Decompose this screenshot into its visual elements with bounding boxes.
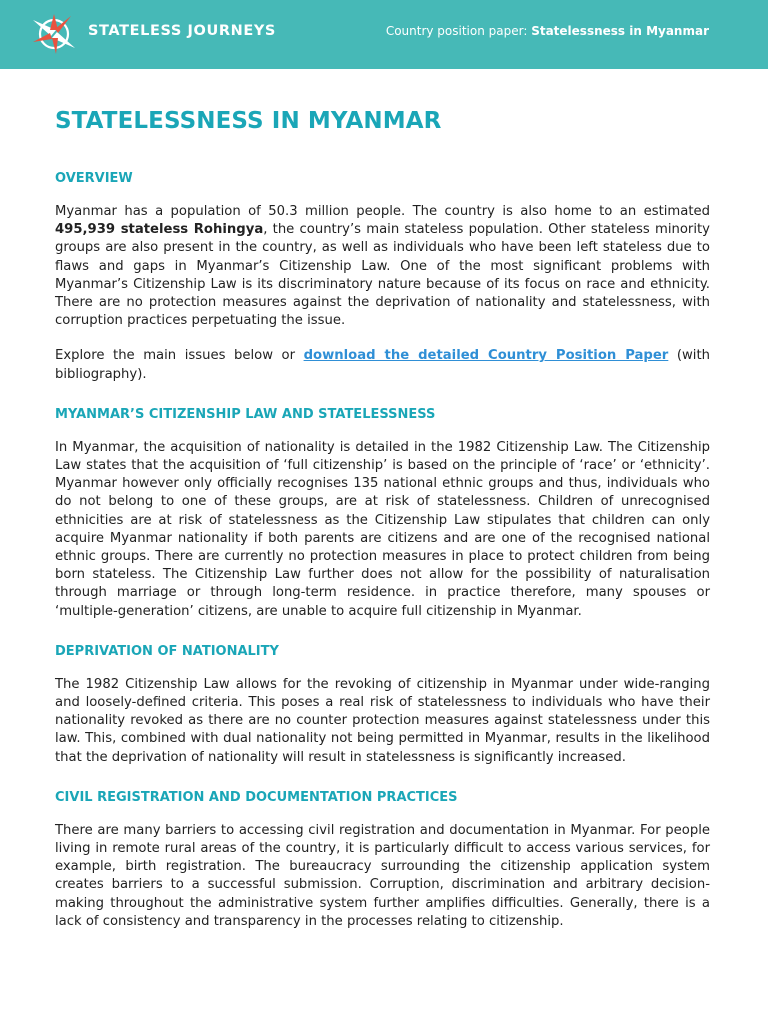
brand-name[interactable]: STATELESS JOURNEYS — [88, 23, 276, 39]
citizenship-law-heading: MYANMAR’S CITIZENSHIP LAW AND STATELESSNESS — [55, 406, 436, 422]
citizenship-law-paragraph: In Myanmar, the acquisition of nationality is detailed in the 1982 Citizenship Law. The Citizenship Law states that the acquisition of ‘full citizenship’ is based on the principle of ‘race’ or ‘ethnicity’. Myanmar however only officially recognises 135 national ethnic groups and thus, individuals who do not belong to one of these groups, are at risk of statelessness. Children of unrecognised ethnicities are at risk of statelessness as the Citizenship Law stipulates that children can only acquire Myanmar nationality if both parents are citizens and are one of the recognised national ethnic groups. There are currently no protection measures in place to protect children from being born stateless. The Citizenship Law further does not allow for the possibility of naturalisation through marriage or through long-term residence. in practice therefore, many spouses or ‘multiple-generation’ citizens, are unable to acquire full citizenship in Myanmar. — [55, 439, 710, 619]
compass-star-icon[interactable] — [31, 12, 77, 56]
explore-text-end: (with bibliography). — [55, 348, 710, 382]
rohingya-figure: 495,939 stateless Rohingya — [55, 222, 264, 238]
overview-text-end: , the country’s main stateless population. Other stateless minority groups are also present in the country, as well as individuals who have been left stateless due to flaws and gaps in Myanmar’s Citizenship Law. One of the most significant problems with Myanmar’s Citizenship Law is its discriminatory nature because of its focus on race and ethnicity. There are no protection measures against the deprivation of nationality and statelessness, with corruption practices perpetuating the issue. — [55, 222, 710, 329]
overview-text-start: Myanmar has a population of 50.3 million people. The country is also home to an estimated — [55, 204, 710, 219]
explore-text-start: Explore the main issues below or — [55, 348, 304, 364]
subtitle-prefix: Country position paper: — [385, 24, 532, 38]
overview-heading: OVERVIEW — [55, 171, 133, 186]
paper-subtitle — [386, 24, 709, 38]
civil-registration-paragraph: There are many barriers to accessing civil registration and documentation in Myanmar. For people living in remote rural areas of the country, it is particularly difficult to access various services, for example, birth registration. The bureaucracy surrounding the citizenship application system creates barriers to a successful submission. Corruption, discrimination and arbitrary decision-making throughout the administrative system further amplifies difficulties. Generally, there is a lack of consistency and transparency in the processes relating to citizenship. — [55, 822, 710, 929]
overview-paragraph — [55, 203, 710, 330]
deprivation-heading: DEPRIVATION OF NATIONALITY — [55, 643, 279, 659]
page-title: STATELESSNESS IN MYANMAR — [55, 108, 442, 134]
explore-paragraph — [55, 347, 710, 383]
subtitle-topic: Statelessness in Myanmar — [531, 24, 709, 38]
article-body — [55, 104, 710, 948]
site-header — [0, 0, 768, 69]
deprivation-paragraph: The 1982 Citizenship Law allows for the revoking of citizenship in Myanmar under wide-ranging and loosely-defined criteria. This poses a real risk of statelessness to individuals who have their nationality revoked as there are no counter protection measures against statelessness under this law. This, combined with dual nationality not being permitted in Myanmar, results in the likelihood that the deprivation of nationality will result in statelessness is significantly increased. — [55, 676, 710, 765]
civil-registration-heading: CIVIL REGISTRATION AND DOCUMENTATION PRACTICES — [55, 789, 458, 805]
download-position-paper-link[interactable]: download the detailed Country Position Paper — [303, 348, 669, 364]
